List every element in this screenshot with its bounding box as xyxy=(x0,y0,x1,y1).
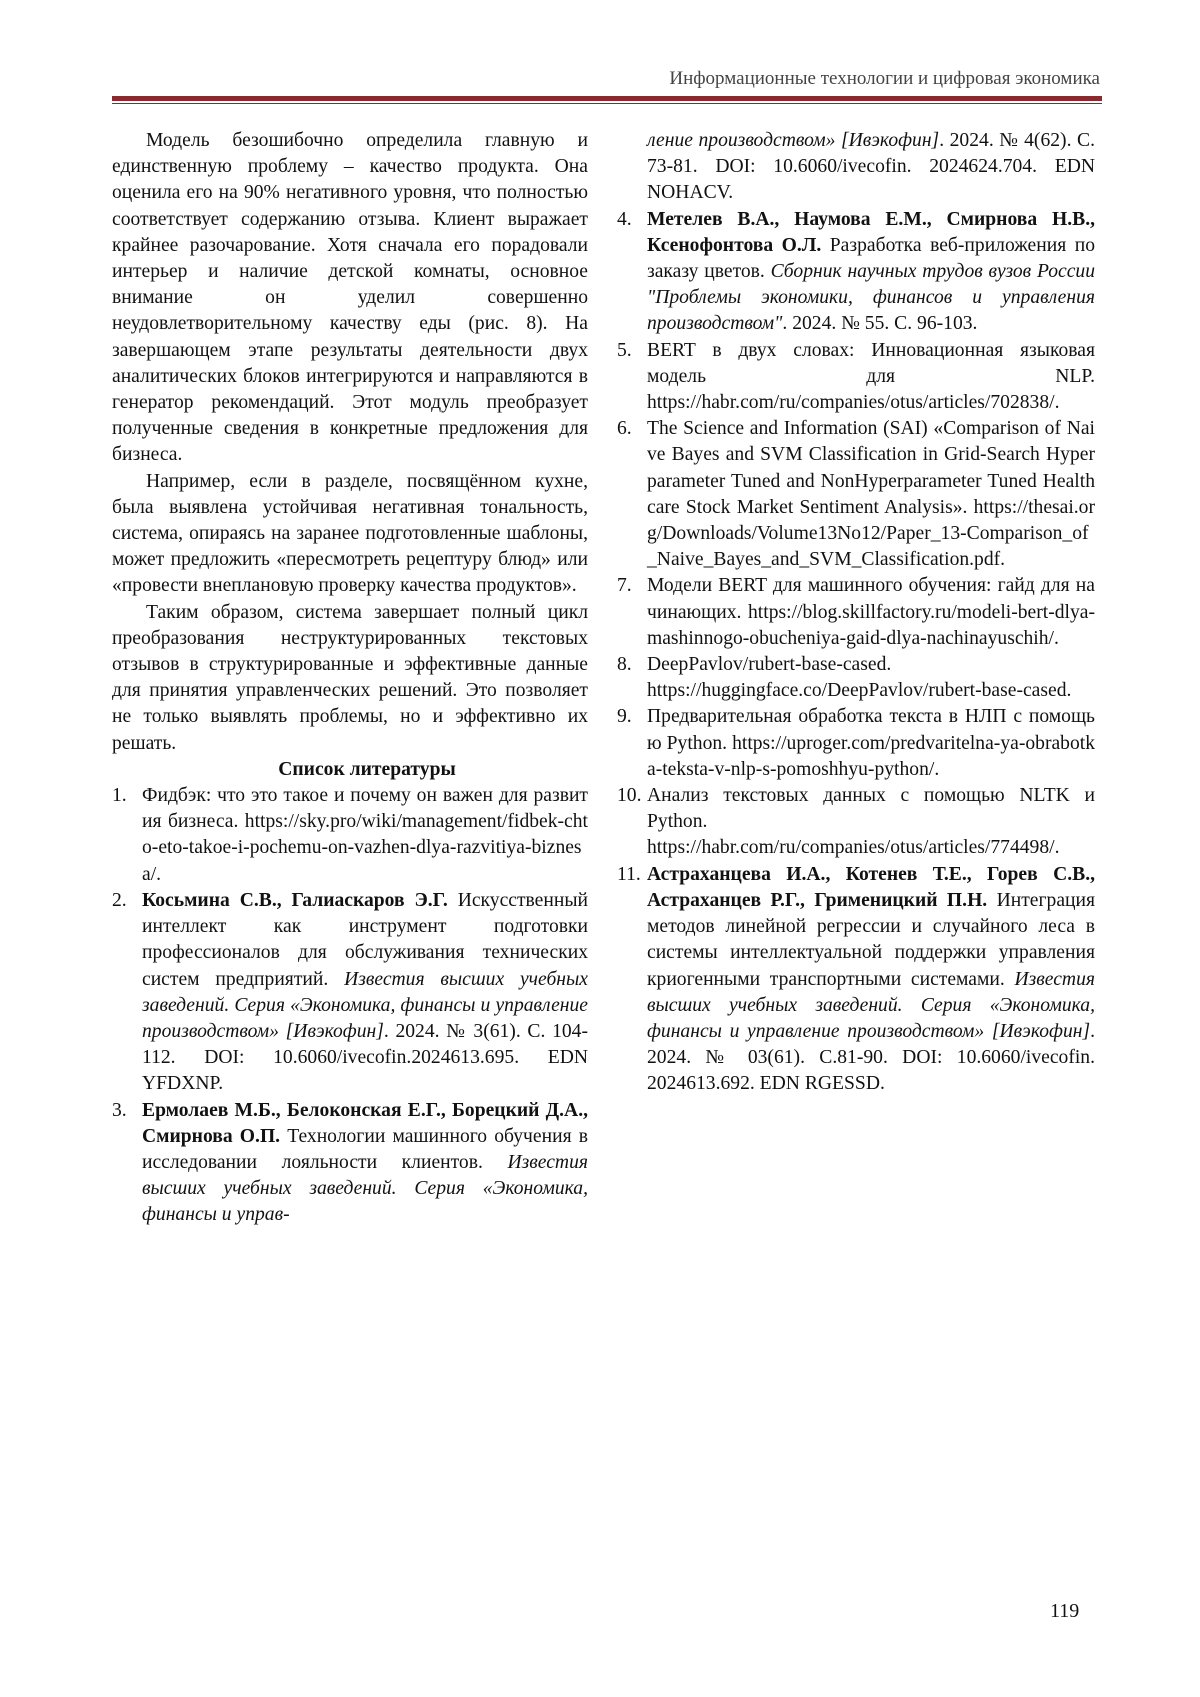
reference-authors: Астраханцева И.А., Котенев Т.Е., Горев С.В., Астраханцев Р.Г., Грименицкий П.Н. xyxy=(647,863,1095,911)
reference-authors: Косьмина С.В., Галиаскаров Э.Г. xyxy=(142,889,448,911)
reference-number: 10. xyxy=(617,785,642,807)
reference-number: 3. xyxy=(112,1099,127,1121)
reference-authors: Метелев В.А., Наумова Е.М., Смирнова Н.В., Ксенофонтова О.Л. xyxy=(647,208,1095,256)
reference-text: Предварительная обработка текста в НЛП с помощью Python. https://uproger.com/predvaritelna-ya-obrabotka-teksta-v-nlp-s-pomoshhyu-python/. xyxy=(647,706,1095,780)
reference-number: 9. xyxy=(617,706,632,728)
reference-number: 11. xyxy=(617,863,641,885)
reference-text: DeepPavlov/rubert-base-cased. https://huggingface.co/DeepPavlov/rubert-base-cased. xyxy=(647,654,1072,702)
reference-item-4 xyxy=(617,207,1095,338)
reference-title: Искусственный интеллект как инструмент подготовки профессионалов для обслуживания технических систем предприятий. xyxy=(142,889,588,990)
reference-number: 5. xyxy=(617,339,632,361)
reference-item-7 xyxy=(617,573,1095,652)
reference-list-right xyxy=(617,128,1095,1098)
reference-text: Анализ текстовых данных с помощью NLTK и Python. https://habr.com/ru/companies/otus/articles/774498/. xyxy=(647,785,1095,859)
header-rule-thick xyxy=(112,96,1102,101)
reference-number: 4. xyxy=(617,208,632,230)
references-heading: Список литературы xyxy=(278,758,456,780)
header-rule-thin xyxy=(112,103,1102,104)
reference-item-6 xyxy=(617,416,1095,573)
body-paragraph-1: Модель безошибочно определила главную и единственную проблему – качество продукта. Она оценила его на 90% негативного уровня, что полностью соответствует содержанию отзыва. Клиент выражает крайнее разочарование. Хотя сначала его порадовали интерьер и наличие детской комнаты, основное внимание он уделил совершенно неудовлетворительному качеству еды (рис. 8). На завершающем этапе результаты деятельности двух аналитических блоков интегрируются и направляются в генератор рекомендаций. Этот модуль преобразует полученные сведения в конкретные предложения для бизнеса. xyxy=(112,130,588,466)
reference-item-8 xyxy=(617,652,1095,704)
running-header xyxy=(112,68,1102,104)
reference-number: 6. xyxy=(617,418,632,440)
reference-number: 1. xyxy=(112,785,127,807)
reference-text: BERT в двух словах: Инновационная языковая модель для NLP. https://habr.com/ru/companies/otus/articles/702838/. xyxy=(647,339,1095,414)
reference-number: 8. xyxy=(617,654,632,676)
reference-journal: ление производством» [Ивэкофин] xyxy=(647,130,940,151)
left-column xyxy=(112,128,588,1229)
body-paragraph-3: Таким образом, система завершает полный цикл преобразования неструктурированных текстовых отзывов в структурированные и эффективные данные для принятия управленческих решений. Это позволяет не только выявлять проблемы, но и эффективно их решать. xyxy=(112,601,588,754)
reference-journal: Известия высших учебных заведений. Серия «Экономика, финансы и управление производством» [Ивэкофин] xyxy=(647,968,1095,1042)
reference-item-1 xyxy=(112,783,588,888)
reference-journal: Сборник научных трудов вузов России "Проблемы экономики, финансов и управления производством" xyxy=(647,261,1095,335)
right-column xyxy=(617,128,1095,1098)
reference-details: . 2024. № 4(62). С. 73-81. DOI: 10.6060/ivecofin. 2024624.704. EDN NOHACV. xyxy=(647,130,1095,204)
body-paragraph-2: Например, если в разделе, посвящённом кухне, была выявлена устойчивая негативная тональность, система, опираясь на заранее подготовленные шаблоны, может предложить «пересмотреть рецептуру блюд» или «провести внеплановую проверку качества продуктов». xyxy=(112,470,588,597)
reference-item-5 xyxy=(617,338,1095,417)
reference-number: 2. xyxy=(112,889,127,911)
journal-section-title: Информационные технологии и цифровая экономика xyxy=(669,68,1100,89)
reference-number: 7. xyxy=(617,575,632,597)
reference-title: Технологии машинного обучения в исследовании лояльности клиентов. xyxy=(142,1125,588,1173)
reference-item-10 xyxy=(617,783,1095,862)
reference-item-11 xyxy=(617,862,1095,1098)
reference-text: The Science and Information (SAI) «Comparison of Naive Bayes and SVM Classification in Grid-Search Hyperparameter Tuned and NonHyperparameter Tuned Healthcare Stock Market Sentiment Analysis». https://thesai.org/Downloads/Volume13No12/Paper_13-Comparison_of_Naive_Bayes_and_SVM_Classification.pdf. xyxy=(647,418,1095,571)
reference-details: . 2024. № 03(61). С.81-90. DOI: 10.6060/ivecofin. 2024613.692. EDN RGESSD. xyxy=(647,1020,1095,1095)
reference-item-2 xyxy=(112,888,588,1098)
page-number: 119 xyxy=(1050,1600,1080,1622)
reference-text: Фидбэк: что это такое и почему он важен для развития бизнеса. https://sky.pro/wiki/management/fidbek-chto-eto-takoe-i-pochemu-on-vazhen-dlya-razvitiya-biznesa/. xyxy=(142,785,588,885)
reference-authors: Ермолаев М.Б., Белоконская Е.Г., Борецкий Д.А., Смирнова О.П. xyxy=(142,1099,588,1147)
reference-journal: Известия высших учебных заведений. Серия «Экономика, финансы и управ- xyxy=(142,1151,588,1226)
reference-title: Разработка веб-приложения по заказу цветов. xyxy=(647,234,1096,283)
reference-journal: Известия высших учебных заведений. Серия «Экономика, финансы и управление производством» [Ивэкофин] xyxy=(142,968,588,1042)
reference-item-3-continued xyxy=(617,128,1095,207)
reference-title: Интеграция методов линейной регрессии и случайного леса в системы интеллектуальной поддержки управления криогенными транспортными системами. xyxy=(647,889,1095,990)
reference-item-3 xyxy=(112,1098,588,1229)
reference-list-left xyxy=(112,783,588,1228)
reference-details: . 2024. № 55. С. 96-103. xyxy=(782,313,978,335)
reference-text: Модели BERT для машинного обучения: гайд для начинающих. https://blog.skillfactory.ru/modeli-bert-dlya-mashinnogo-obucheniya-gaid-dlya-nachinayuschih/. xyxy=(647,575,1095,649)
reference-details: . 2024. № 3(61). С. 104-112. DOI: 10.6060/ivecofin.2024613.695. EDN YFDXNP. xyxy=(142,1020,588,1095)
reference-item-9 xyxy=(617,704,1095,783)
